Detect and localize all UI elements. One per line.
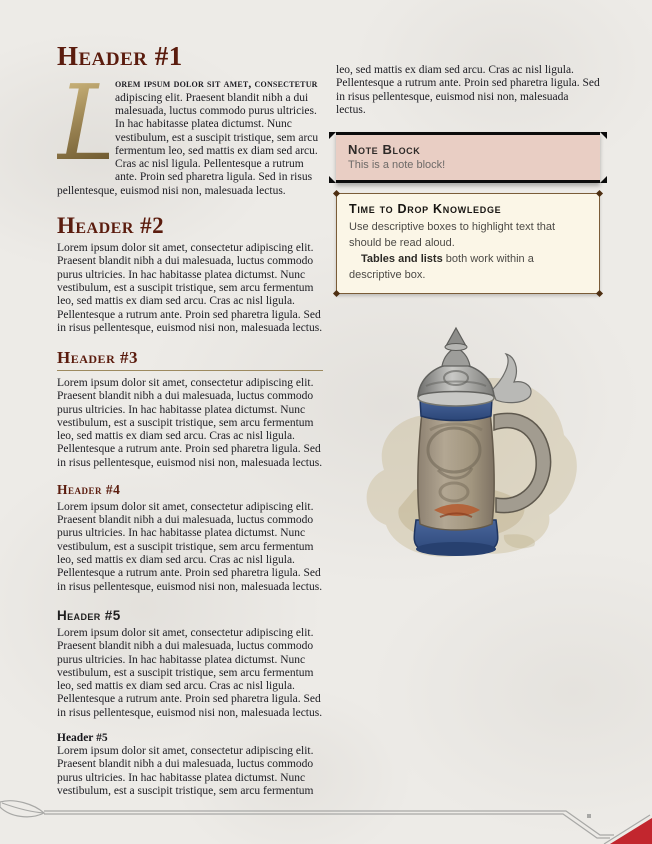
- paragraph-3: Lorem ipsum dolor sit amet, consectetur adipiscing elit. Praesent blandit nibh a dui malesuada, luctus commodo purus ultricies. In hac habitasse platea dictumst. Nunc vestibulum, est a suscipit tristique, sem arcu fermentum leo, sed mattis ex diam sed arcu. Cras ac nisl ligula. Pellentesque a rutrum ante. Proin sed pharetra ligula. Sed in risus pellentesque, euismod nisi non, malesuada lectus.: [57, 376, 323, 469]
- descriptive-box-corner-dot: [333, 190, 340, 197]
- descriptive-box-title: Time to Drop Knowledge: [349, 202, 502, 217]
- right-column: [336, 64, 600, 570]
- drop-cap-letter: L: [57, 62, 127, 185]
- descriptive-box-corner-dot: [333, 290, 340, 297]
- smallcaps-lead: orem ipsum dolor sit amet, consectetur: [115, 78, 318, 91]
- paragraph-continuation: leo, sed mattis ex diam sed arcu. Cras ac nisl ligula. Pellentesque a rutrum ante. Proin sed pharetra ligula. Sed in risus pellentesque, euismod nisi non, malesuada lectus.: [336, 64, 600, 116]
- beer-stein-icon: [354, 320, 584, 570]
- paragraph-2: Lorem ipsum dolor sit amet, consectetur adipiscing elit. Praesent blandit nibh a dui malesuada, luctus commodo purus ultricies. In hac habitasse platea dictumst. Nunc vestibulum, est a suscipit tristique, sem arcu fermentum leo, sed mattis ex diam sed arcu. Cras ac nisl ligula. Pellentesque a rutrum ante. Proin sed pharetra ligula. Sed in risus pellentesque, euismod nisi non, malesuada lectus.: [57, 242, 323, 334]
- header-3: Header #3: [57, 349, 323, 371]
- descriptive-box: [336, 193, 600, 294]
- note-block-corner-flare: [600, 132, 607, 139]
- note-block-body: This is a note block!: [348, 159, 446, 172]
- footer-ornament: [0, 798, 652, 844]
- descriptive-box-bold-lead: Tables and lists: [361, 253, 443, 266]
- descriptive-box-corner-dot: [596, 290, 603, 297]
- note-block-corner-flare: [329, 132, 336, 139]
- note-block-corner-flare: [600, 176, 607, 183]
- descriptive-box-line1: Use descriptive boxes to highlight text that should be read aloud.: [349, 221, 556, 250]
- paragraph-dropcap: [57, 62, 323, 198]
- header-5: Header #5: [57, 607, 121, 623]
- descriptive-box-corner-dot: [596, 190, 603, 197]
- paragraph-text: adipiscing elit. Praesent blandit nibh a dui malesuada, luctus commodo purus ultricies. In hac habitasse platea dictumst. Nunc vestibulum, est a suscipit tristique, sem arcu fermentum leo, sed mattis ex diam sed arcu. Cras ac nisl ligula. Pellentesque a rutrum ante. Proin sed pharetra ligula. Sed in risus pellentesque, euismod nisi non, malesuada lectus.: [57, 91, 319, 197]
- descriptive-box-line2: Tables and lists both work within a descriptive box.: [349, 253, 534, 282]
- left-column: [57, 42, 323, 800]
- paragraph-6: Lorem ipsum dolor sit amet, consectetur adipiscing elit. Praesent blandit nibh a dui malesuada, luctus commodo purus ultricies. In hac habitasse platea dictumst. Nunc vestibulum, est a suscipit tristique, sem arcu fermentum: [57, 745, 314, 797]
- paragraph-5: Lorem ipsum dolor sit amet, consectetur adipiscing elit. Praesent blandit nibh a dui malesuada, luctus commodo purus ultricies. In hac habitasse platea dictumst. Nunc vestibulum, est a suscipit tristique, sem arcu fermentum leo, sed mattis ex diam sed arcu. Cras ac nisl ligula. Pellentesque a rutrum ante. Proin sed pharetra ligula. Sed in risus pellentesque, euismod nisi non, malesuada lectus.: [57, 626, 323, 719]
- header-1: Header #1: [57, 41, 183, 71]
- note-block: [336, 132, 600, 183]
- header-6: Header #5: [57, 732, 108, 744]
- note-block-corner-flare: [329, 176, 336, 183]
- note-block-title: Note Block: [348, 142, 421, 158]
- stein-illustration: [336, 320, 600, 570]
- paragraph-4: Lorem ipsum dolor sit amet, consectetur adipiscing elit. Praesent blandit nibh a dui malesuada, luctus commodo purus ultricies. In hac habitasse platea dictumst. Nunc vestibulum, est a suscipit tristique, sem arcu fermentum leo, sed mattis ex diam sed arcu. Cras ac nisl ligula. Pellentesque a rutrum ante. Proin sed pharetra ligula. Sed in risus pellentesque, euismod nisi non, malesuada lectus.: [57, 500, 323, 593]
- header-2: Header #2: [57, 213, 165, 239]
- header-4: Header #4: [57, 482, 121, 497]
